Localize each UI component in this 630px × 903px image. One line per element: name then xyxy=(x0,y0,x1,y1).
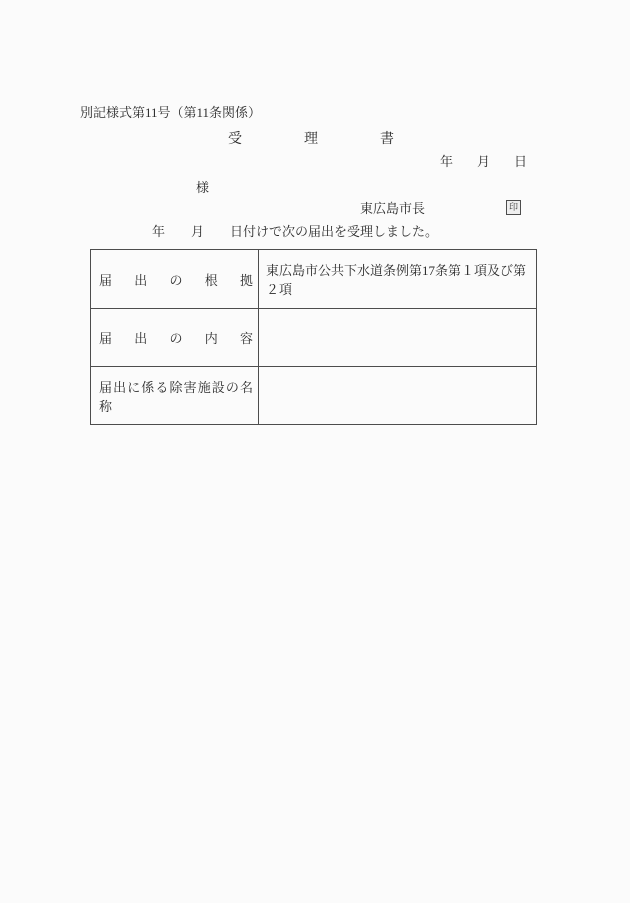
issue-date-line xyxy=(440,151,527,170)
date-month-label: 月 xyxy=(476,154,490,169)
notification-table xyxy=(90,249,537,425)
date-day-label: 日 xyxy=(513,154,527,169)
row-label-content: 届出の内容 xyxy=(99,331,253,346)
table-row xyxy=(91,366,536,424)
page-title-char: 書 xyxy=(380,132,394,147)
row-value-facility-name xyxy=(259,367,536,424)
form-number: 別記様式第11号（第11条関係） xyxy=(80,105,262,120)
receipt-statement: 年 月 日付けで次の届出を受理しました。 xyxy=(152,224,439,239)
issuer-name: 東広島市長 xyxy=(360,201,426,216)
row-label-cell xyxy=(91,367,259,424)
row-label-facility-name: 届出に係る除害施設の名称 xyxy=(99,379,253,414)
row-label-basis: 届出の根拠 xyxy=(99,272,253,288)
date-year-label: 年 xyxy=(440,154,454,169)
page-title-char: 理 xyxy=(304,132,318,147)
row-label-cell xyxy=(91,309,259,366)
table-row xyxy=(91,250,536,308)
addressee-suffix: 様 xyxy=(196,180,210,195)
row-value-basis: 東広島市公共下水道条例第17条第１項及び第２項 xyxy=(266,263,527,297)
issuer-line xyxy=(360,198,521,217)
row-label-cell xyxy=(91,250,259,308)
page-title-char: 受 xyxy=(228,132,242,147)
row-value-content xyxy=(259,309,536,366)
seal-placeholder-icon: 印 xyxy=(506,200,521,215)
page-title xyxy=(228,128,394,148)
table-row xyxy=(91,308,536,366)
